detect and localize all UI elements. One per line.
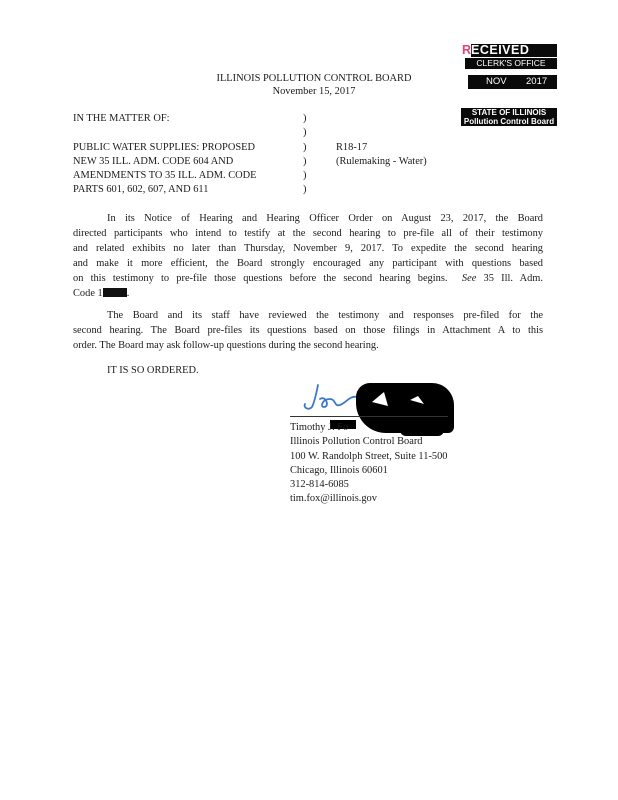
paragraph-line: order. The Board may ask follow-up questions during the second hearing. [73,340,379,351]
citation-code-line [73,286,543,301]
caption-matter-of: IN THE MATTER OF: [73,113,170,124]
redaction-mark [103,288,127,297]
clerks-office-stamp: CLERK'S OFFICE [465,58,557,69]
caption-paren: ) [303,156,307,167]
signer-org: Illinois Pollution Control Board [290,436,423,447]
see-signal: See [461,273,477,284]
caption-paren: ) [303,170,307,181]
caption-line: PARTS 601, 602, 607, AND 611 [73,184,209,195]
citation-code: Code 1 [73,288,103,299]
docket-type: (Rulemaking - Water) [336,156,427,167]
received-stamp [462,44,557,57]
so-ordered: IT IS SO ORDERED. [107,365,199,376]
paragraph-line: directed participants who intend to testify at the second hearing to pre-file all of their testimony [73,228,543,239]
signer-city: Chicago, Illinois 60601 [290,465,388,476]
signature-line [290,416,448,417]
paragraph-line: The Board and its staff have reviewed the testimony and responses pre-filed for the [107,310,543,321]
board-title: ILLINOIS POLLUTION CONTROL BOARD [216,73,412,84]
caption-paren: ) [303,127,307,138]
paragraph-line: In its Notice of Hearing and Hearing Officer Order on August 23, 2017, the Board [107,213,543,224]
received-stamp-text: ECEIVED [471,43,530,57]
paragraph-prefiled [73,308,543,353]
caption-line: NEW 35 ILL. ADM. CODE 604 AND [73,156,234,167]
signer-phone: 312-814-6085 [290,479,349,490]
received-stamp-initial: R [462,43,472,57]
paragraph-line-with-cite [73,271,543,286]
order-date: November 15, 2017 [272,86,356,97]
paragraph-line: second hearing. The Board pre-files its questions based on those filings in Attachment A to this [73,325,543,336]
signer-address: 100 W. Randolph Street, Suite 11-500 [290,451,448,462]
citation-end: . [126,288,130,299]
state-of-illinois-stamp: STATE OF ILLINOIS [461,108,557,117]
caption-paren: ) [303,184,307,195]
paragraph-line: on this testimony to pre-file those questions before the second hearing begins. [73,273,448,284]
caption-line: PUBLIC WATER SUPPLIES: PROPOSED [73,142,255,153]
paragraph-line: and related exhibits no later than Thursday, November 9, 2017. To expedite the second hearing [73,243,543,254]
date-stamp-month: NOV [486,76,507,87]
pollution-control-board-stamp: Pollution Control Board [461,117,557,126]
citation: 35 Ill. Adm. [483,273,543,284]
redaction-blot-highlight [370,390,440,410]
signer-email: tim.fox@illinois.gov [290,493,377,504]
caption-paren: ) [303,113,307,124]
caption-paren: ) [303,142,307,153]
signer-name: Timothy J. Fo [290,422,349,433]
docket-number: R18-17 [336,142,368,153]
paragraph-notice [73,211,543,301]
paragraph-line: and make it more efficient, the Board strongly encouraged any participant with questions based [73,258,543,269]
date-stamp-year: 2017 [526,76,548,87]
caption-line: AMENDMENTS TO 35 ILL. ADM. CODE [73,170,257,181]
